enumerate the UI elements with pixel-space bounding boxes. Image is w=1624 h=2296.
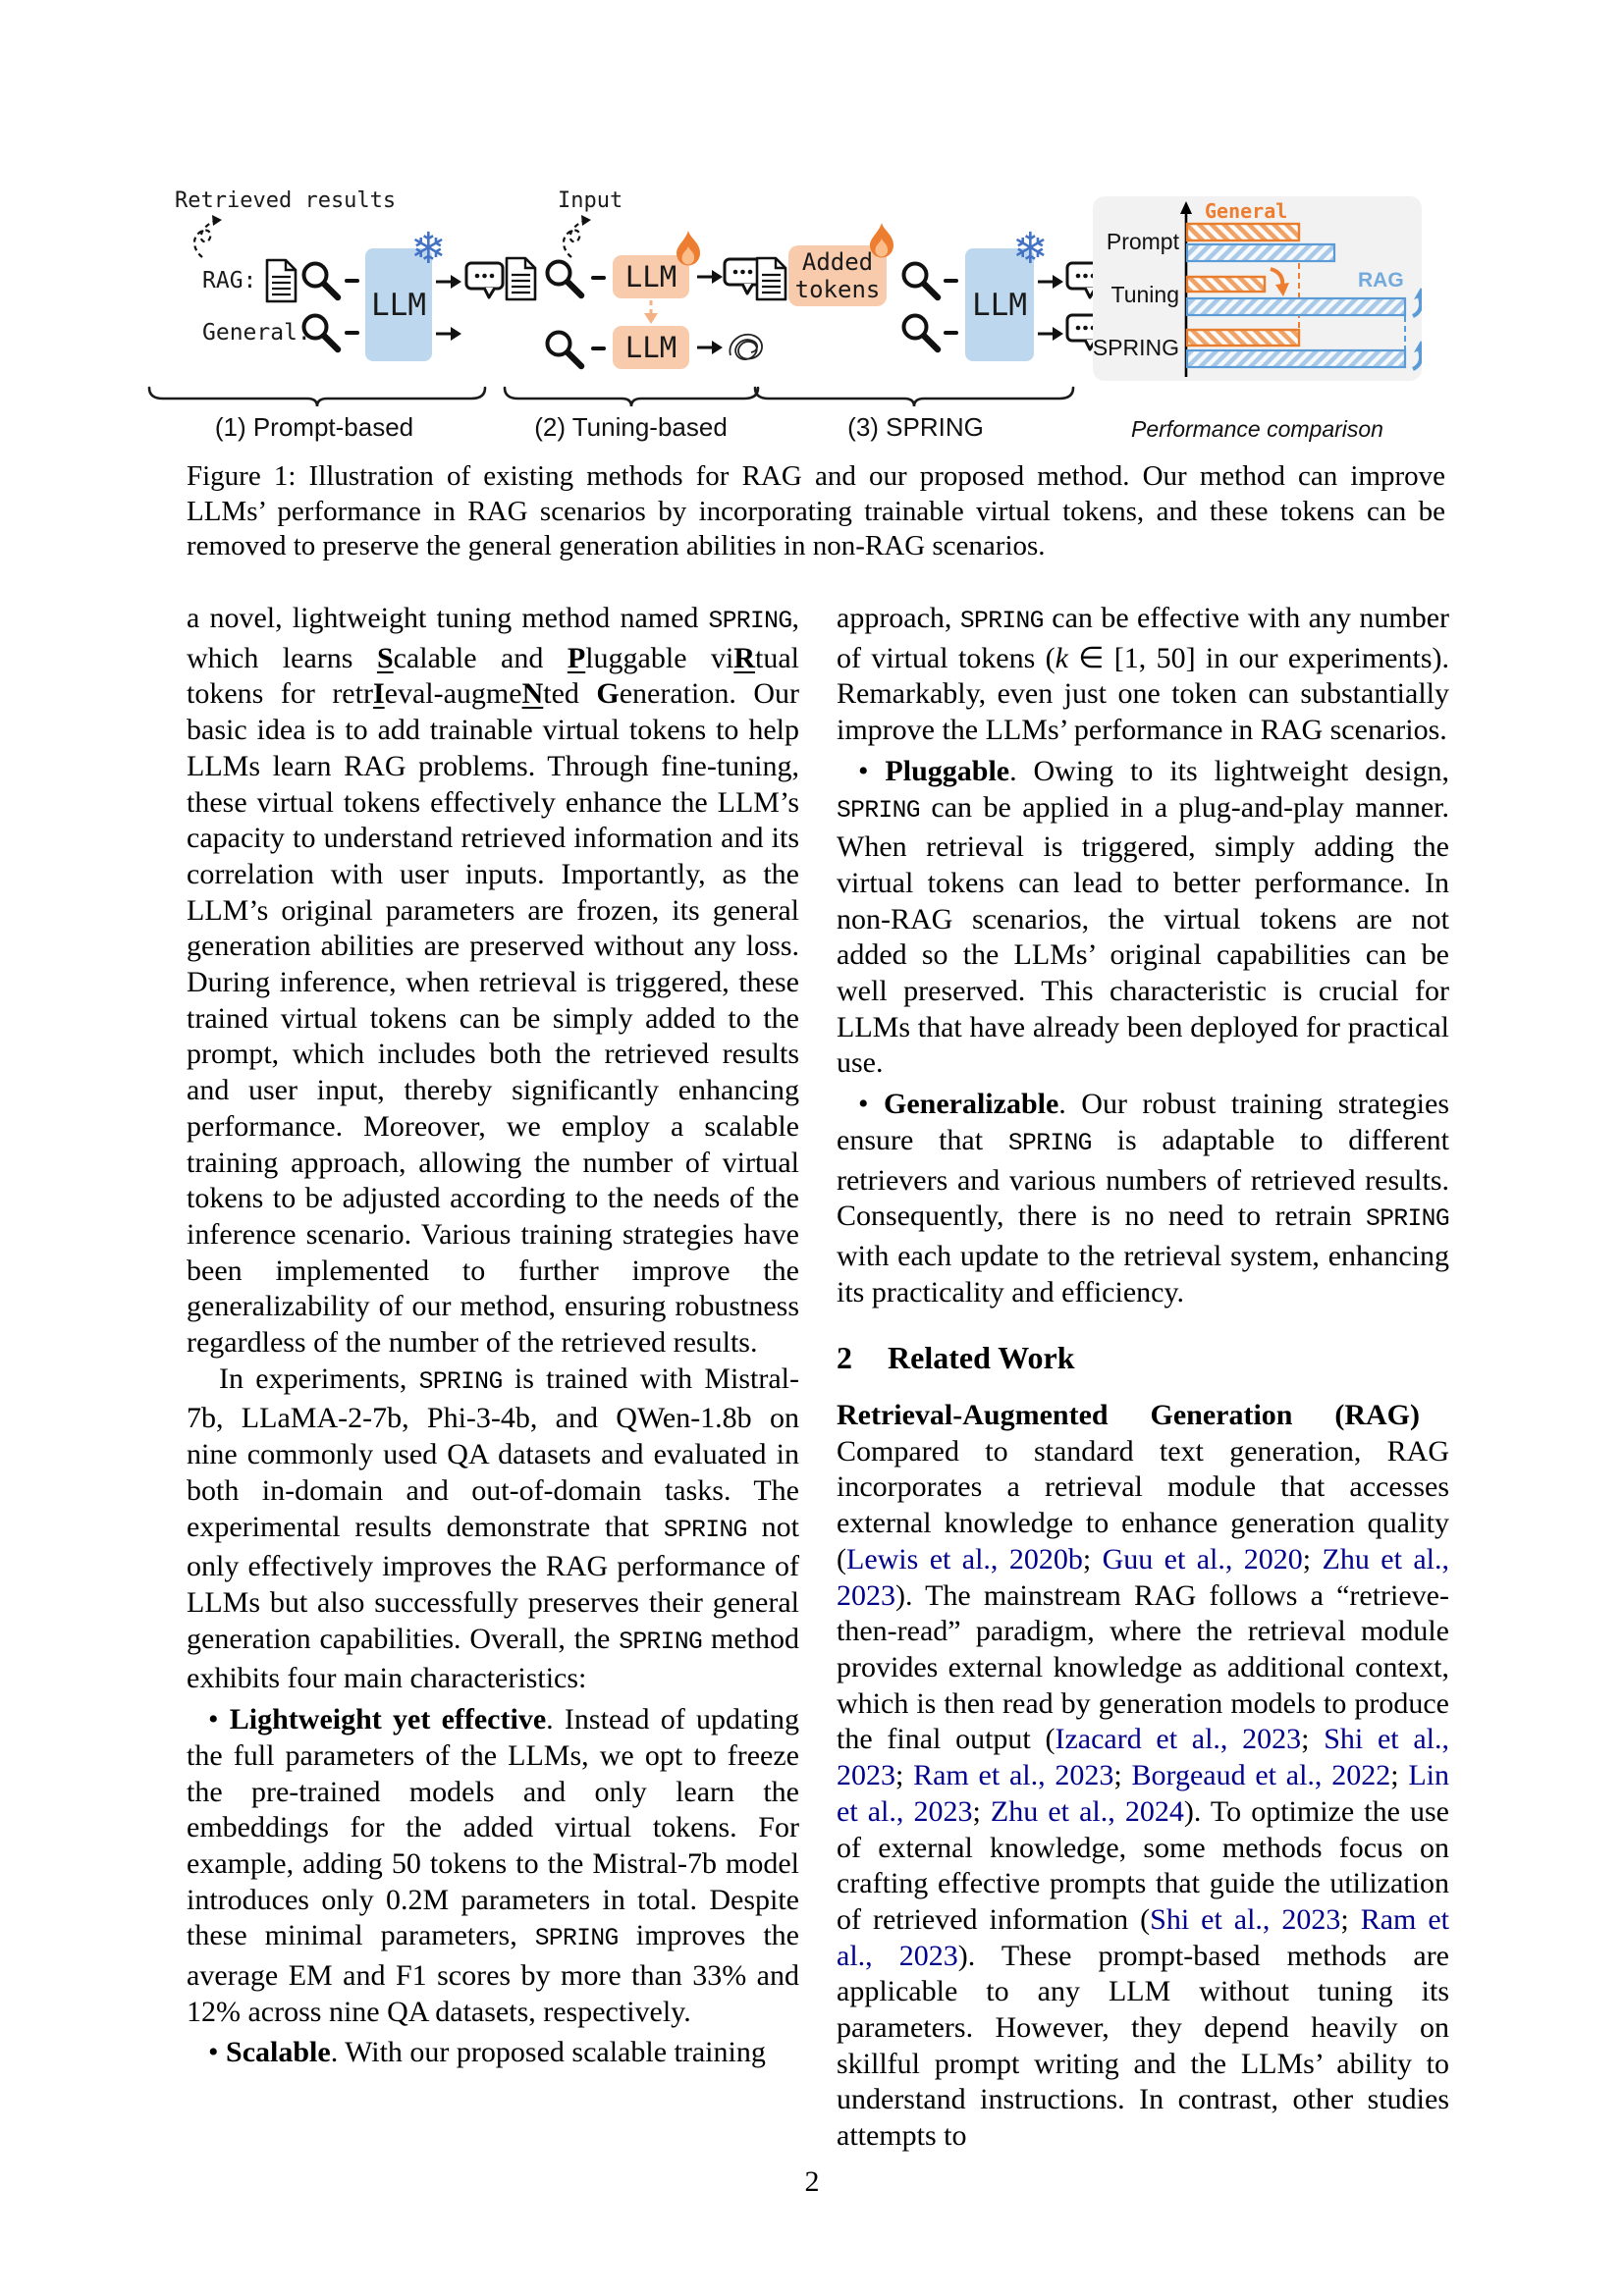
- underbrace-icon: [503, 385, 760, 408]
- text-run: •: [208, 1703, 230, 1736]
- chart-caption: Performance comparison: [1131, 416, 1383, 442]
- citation-link[interactable]: Guu et al., 2020: [1102, 1542, 1303, 1575]
- right-arrow-icon: [1038, 324, 1063, 344]
- right-arrow-icon: [697, 338, 723, 357]
- curl-arrow-icon: [190, 214, 226, 259]
- text-run: ;: [1113, 1759, 1132, 1792]
- text-run: SPRING: [619, 1629, 703, 1656]
- connector-dash: [345, 279, 359, 283]
- underbrace-icon: [753, 385, 1075, 408]
- citation-link[interactable]: Zhu et al., 2024: [990, 1794, 1184, 1828]
- flame-icon: [867, 222, 896, 261]
- text-run: not only effectively improves the RAG performance of LLMs but also successfully preserves their general generation capabilities. Overall, the: [187, 1510, 799, 1655]
- llm-box-frozen: LLM: [965, 248, 1034, 361]
- magnifier-icon: [900, 312, 942, 353]
- panel-prompt-based: [137, 188, 491, 473]
- paragraph: [837, 1398, 1449, 2155]
- snowflake-icon: ❄: [1012, 224, 1049, 274]
- text-run: ;: [1390, 1759, 1409, 1792]
- text-run: Scalable: [226, 2036, 331, 2069]
- text-run: SPRING: [708, 609, 792, 635]
- text-run: approach,: [837, 602, 960, 634]
- paragraph: [187, 601, 799, 1362]
- text-run: ). The mainstream RAG follows a “retrieve-then-read” paradigm, where the retrieval module provides external knowledge as additional context, which is then read by generation models to produce the final output (: [837, 1578, 1449, 1756]
- underbrace-icon: [147, 385, 487, 408]
- connector-dash: [591, 347, 606, 350]
- text-run: a novel, lightweight tuning method named: [187, 602, 709, 634]
- citation-link[interactable]: Zhu et al., 2023: [837, 1542, 1449, 1612]
- paragraph: [187, 1702, 799, 2030]
- flame-icon: [674, 230, 703, 269]
- citation-link[interactable]: Ram et al., 2023: [837, 1902, 1449, 1972]
- figure-1: [137, 188, 1522, 473]
- text-run: •: [858, 754, 886, 787]
- magnifier-icon: [300, 260, 342, 301]
- text-run: . With our proposed scalable training: [330, 2036, 766, 2069]
- text-run: SPRING: [534, 1926, 619, 1953]
- text-run: ;: [1082, 1542, 1103, 1575]
- right-arrow-icon: [436, 272, 461, 292]
- text-run: is trained with Mistral-7b, LLaMA-2-7b, Phi-3-4b, and QWen-1.8b on nine commonly used QA datasets and evaluated in both in-domain and out-of-domain tasks. The experimental results demonstrate that: [187, 1362, 799, 1543]
- right-arrow-icon: [436, 324, 461, 344]
- row-label-tuning: Tuning: [1110, 282, 1179, 307]
- text-run: SPRING: [663, 1517, 747, 1544]
- text-run: k: [1055, 641, 1068, 674]
- text-run: SPRING: [959, 609, 1044, 635]
- citation-link[interactable]: Borgeaud et al., 2022: [1131, 1759, 1391, 1792]
- connector-dash: [944, 279, 958, 283]
- rag-row-label: RAG:: [202, 268, 257, 294]
- text-run: ). To optimize the use of external knowledge, some methods focus on crafting effective prompts that guide the utilization of retrieved information (: [837, 1794, 1449, 1936]
- text-run: •: [208, 2036, 227, 2069]
- panel-caption: (2) Tuning-based: [534, 412, 728, 442]
- text-run: . Instead of updating the full parameters of the LLMs, we opt to freeze the pre-trained models and only learn the embeddings for the added virtual tokens. For example, adding 50 tokens to the Mistral-7b model introduces only 0.2M parameters in total. Despite these minimal parameters,: [187, 1703, 800, 1952]
- text-run: ;: [972, 1794, 991, 1828]
- page-number: 2: [804, 2165, 820, 2198]
- panel-tuning-based: [501, 188, 761, 473]
- curved-down-arrowhead: [1275, 283, 1289, 296]
- text-run: eval-augme: [384, 677, 522, 711]
- text-run: SPRING: [418, 1368, 503, 1396]
- section-heading: [837, 1340, 1449, 1376]
- right-arrow-icon: [697, 267, 723, 287]
- text-run: •: [858, 1088, 884, 1121]
- general-legend-label: General: [1205, 199, 1288, 223]
- right-arrow-icon: [1038, 272, 1063, 292]
- bar-tuning-general: [1187, 277, 1265, 292]
- y-axis-arrowhead: [1180, 201, 1192, 214]
- text-run: N: [521, 677, 544, 711]
- column-right: [837, 601, 1449, 2155]
- magnifier-icon: [544, 329, 585, 370]
- text-run: can be applied in a plug-and-play manner. When retrieval is triggered, simply adding the virtual tokens can lead to better performance. In non-RAG scenarios, the virtual tokens are not added so the LLMs’ original capabilities can be well preserved. This characteristic is crucial for LLMs that have already been deployed for practical use.: [837, 790, 1449, 1080]
- connector-dash: [944, 331, 958, 335]
- text-run: SPRING: [837, 797, 920, 825]
- text-run: ted: [543, 677, 597, 711]
- curved-up-arrow-icon: [1413, 297, 1421, 316]
- text-run: method exhibits four main characteristics:: [187, 1622, 799, 1695]
- text-run: ). These prompt-based methods are applicable to any LLM without tuning its parameters. However, they depend heavily on skillful prompt writing and the LLMs’ ability to understand instructions. In contrast, other studies attempts to: [837, 1939, 1449, 2153]
- speech-bubble-icon: [464, 259, 506, 300]
- paragraph: [837, 1087, 1449, 1310]
- text-run: ;: [1302, 1542, 1323, 1575]
- text-run: luggable vi: [585, 641, 734, 674]
- text-run: Compared to standard text generation, RAG incorporates a retrieval module that accesses external knowledge to enhance generation quality (: [837, 1399, 1449, 1575]
- text-run: calable and: [393, 641, 568, 674]
- text-run: SPRING: [1007, 1130, 1092, 1157]
- text-run: tual tokens for retr: [187, 641, 800, 711]
- bar-tuning-rag: [1187, 298, 1405, 315]
- document-icon: [753, 256, 788, 301]
- citation-link[interactable]: Lewis et al., 2020b: [846, 1542, 1083, 1575]
- text-run: can be effective with any number of virtual tokens (: [837, 602, 1450, 674]
- document-icon: [263, 258, 298, 303]
- magnifier-icon: [900, 260, 942, 301]
- bar-spring-general: [1187, 330, 1299, 346]
- bar-spring-rag: [1187, 350, 1405, 367]
- text-run: P: [567, 641, 586, 674]
- section-title: Related Work: [888, 1340, 1075, 1376]
- panel-spring: [751, 188, 1080, 473]
- panel-caption: (3) SPRING: [847, 412, 984, 442]
- llm-box-frozen: LLM: [365, 248, 432, 361]
- bar-prompt-general: [1187, 224, 1299, 240]
- panel-caption: (1) Prompt-based: [214, 412, 414, 442]
- magnifier-icon: [300, 312, 342, 353]
- text-run: . Our robust training strategies ensure that: [837, 1088, 1449, 1156]
- text-run: improves the average EM and F1 scores by more than 33% and 12% across nine QA datasets, respectively.: [187, 1919, 799, 2028]
- bar-prompt-rag: [1187, 244, 1334, 261]
- text-run: ;: [895, 1759, 914, 1792]
- input-label: Input: [558, 188, 623, 213]
- paragraph: [187, 2035, 799, 2071]
- text-run: Pluggable: [885, 754, 1010, 787]
- performance-chart-svg: [1093, 196, 1422, 381]
- text-run: ;: [1301, 1723, 1325, 1756]
- dashed-down-arrow-icon: [641, 300, 661, 325]
- text-run: ∈ [1, 50] in our experiments). Remarkably, even just one token can substantially improve the LLMs’ performance in RAG scenarios.: [837, 641, 1449, 747]
- general-row-label: General:: [202, 320, 311, 346]
- text-run: S: [376, 641, 394, 674]
- llm-box-tuned: LLM: [613, 326, 689, 369]
- curved-up-arrow-icon: [1413, 350, 1421, 369]
- text-run: Retrieval-Augmented Generation (RAG): [837, 1399, 1420, 1432]
- text-run: G: [596, 677, 620, 711]
- curl-arrow-icon: [560, 214, 595, 259]
- snowflake-icon: ❄: [410, 224, 447, 274]
- column-left: [187, 601, 799, 2071]
- document-icon: [503, 256, 538, 301]
- citation-link[interactable]: Shi et al., 2023: [1150, 1902, 1341, 1936]
- paragraph: [187, 1362, 799, 1697]
- citation-link[interactable]: Izacard et al., 2023: [1055, 1723, 1302, 1756]
- row-label-spring: SPRING: [1093, 335, 1179, 360]
- retrieved-results-label: Retrieved results: [175, 188, 397, 213]
- added-tokens-box: Added tokens: [788, 245, 887, 306]
- text-run: . Owing to its lightweight design,: [1009, 754, 1449, 787]
- performance-chart: [1093, 196, 1422, 381]
- text-run: I: [372, 677, 385, 711]
- text-run: eneration. Our basic idea is to add trainable virtual tokens to help LLMs learn RAG problems. Through fine-tuning, these virtual tokens effectively enhance the LLM’s capacity to understand retrieved information and its correlation with user inputs. Importantly, as the LLM’s original parameters are frozen, its general generation abilities are preserved without any loss. During inference, when retrieval is triggered, these trained virtual tokens can be simply added to the prompt, which includes both the retrieved results and user input, thereby significantly enhancing performance. Moreover, we employ a scalable training approach, allowing the number of virtual tokens to be adjusted according to the needs of the inference scenario. Various training strategies have been implemented to further improve the generalizability of our method, ensuring robustness regardless of the number of the retrieved results.: [187, 677, 799, 1360]
- text-run: SPRING: [1366, 1206, 1449, 1234]
- connector-dash: [591, 276, 606, 280]
- text-run: R: [733, 641, 756, 674]
- citation-link[interactable]: Shi et al., 2023: [837, 1723, 1449, 1792]
- figure-caption: Figure 1: Illustration of existing methods for RAG and our proposed method. Our method can improve LLMs’ performance in RAG scenarios by incorporating trainable virtual tokens, and these tokens can be removed to preserve the general generation abilities in non-RAG scenarios.: [187, 460, 1445, 561]
- text-run: Generalizable: [884, 1088, 1059, 1121]
- text-run: Lightweight yet effective: [229, 1703, 547, 1736]
- citation-link[interactable]: Ram et al., 2023: [913, 1759, 1114, 1792]
- citation-link[interactable]: Lin et al., 2023: [837, 1759, 1449, 1828]
- rag-legend-label: RAG: [1358, 269, 1404, 292]
- row-label-prompt: Prompt: [1106, 229, 1179, 254]
- section-number: 2: [837, 1340, 852, 1376]
- text-run: with each update to the retrieval system, enhancing its practicality and efficiency.: [837, 1239, 1449, 1308]
- magnifier-icon: [544, 258, 585, 299]
- text-run: In experiments,: [219, 1362, 419, 1395]
- paragraph: [837, 601, 1449, 749]
- paragraph: [837, 754, 1449, 1082]
- text-run: ;: [1340, 1902, 1361, 1936]
- llm-box-tuned: LLM: [613, 255, 689, 298]
- text-run: is adaptable to different retrievers and various numbers of retrieved results. Consequently, there is no need to retrain: [837, 1123, 1450, 1233]
- connector-dash: [345, 331, 359, 335]
- text-run: , which learns: [187, 602, 799, 674]
